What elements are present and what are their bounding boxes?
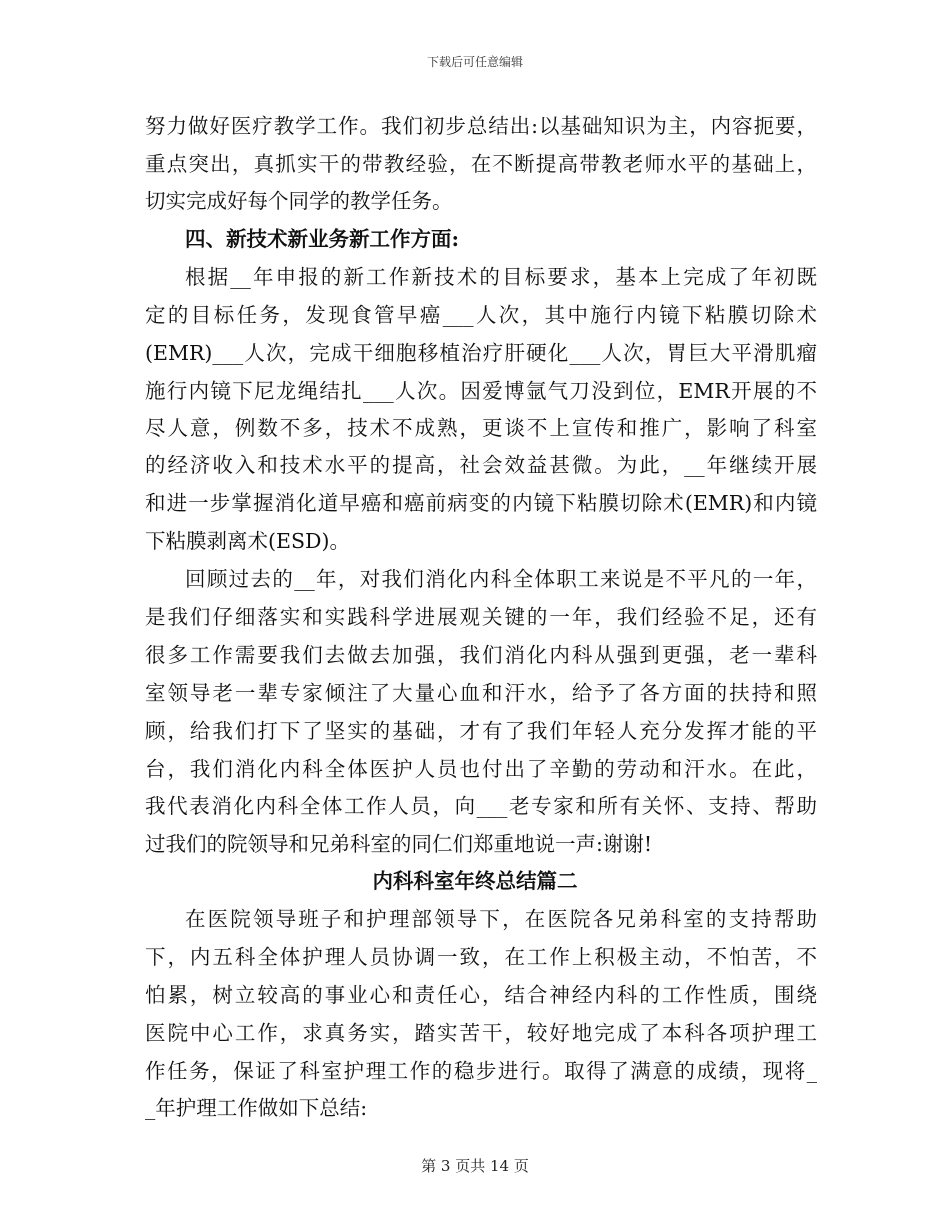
paragraph-line: 很多工作需要我们去做去加强，我们消化内科从强到更强，老一辈科 (145, 643, 817, 667)
paragraph-line: 顾，给我们打下了坚实的基础，才有了我们年轻人充分发挥才能的平 (145, 719, 817, 743)
page-header: 下载后可任意编辑 (426, 55, 523, 69)
paragraph-line: 作任务，保证了科室护理工作的稳步进行。取得了满意的成绩，现将_ (145, 1059, 817, 1083)
paragraph-line: 施行内镜下尼龙绳结扎___人次。因爱博氩气刀没到位，EMR开展的不 (145, 379, 817, 403)
paragraph-line: 下粘膜剥离术(ESD)。 (145, 529, 350, 553)
paragraph-line: 在医院领导班子和护理部领导下，在医院各兄弟科室的支持帮助 (185, 907, 817, 931)
paragraph-line: 室领导老一辈专家倾注了大量心血和汗水，给予了各方面的扶持和照 (145, 681, 817, 705)
paragraph-line: 努力做好医疗教学工作。我们初步总结出:以基础知识为主，内容扼要， (145, 114, 817, 138)
paragraph-line: 回顾过去的__年，对我们消化内科全体职工来说是不平凡的一年， (185, 567, 817, 591)
article-title: 内科科室年终总结篇二 (372, 869, 578, 893)
paragraph-line: 医院中心工作，求真务实，踏实苦干，较好地完成了本科各项护理工 (145, 1021, 817, 1045)
paragraph-line: 的经济收入和技术水平的提高，社会效益甚微。为此，__年继续开展 (145, 453, 817, 477)
paragraph-line: 尽人意，例数不多，技术不成熟，更谈不上宣传和推广，影响了科室 (145, 416, 817, 440)
paragraph-line: 过我们的院领导和兄弟科室的同仁们郑重地说一声:谢谢! (145, 832, 653, 856)
paragraph-line: 台，我们消化内科全体医护人员也付出了辛勤的劳动和汗水。在此， (145, 757, 817, 781)
paragraph-line: 定的目标任务，发现食管早癌___人次，其中施行内镜下粘膜切除术 (145, 303, 817, 327)
paragraph-line: 是我们仔细落实和实践科学进展观关键的一年，我们经验不足，还有 (145, 605, 817, 629)
paragraph-line: 重点突出，真抓实干的带教经验，在不断提高带教老师水平的基础上， (145, 152, 817, 176)
paragraph-line: 和进一步掌握消化道早癌和癌前病变的内镜下粘膜切除术(EMR)和内镜 (145, 491, 817, 515)
paragraph-line: 我代表消化内科全体工作人员，向___老专家和所有关怀、支持、帮助 (145, 794, 817, 818)
section-heading: 四、新技术新业务新工作方面: (185, 227, 460, 251)
paragraph-line: 下，内五科全体护理人员协调一致，在工作上积极主动，不怕苦，不 (145, 945, 817, 969)
paragraph-line: 切实完成好每个同学的教学任务。 (145, 189, 453, 213)
paragraph-line: 怕累，树立较高的事业心和责任心，结合神经内科的工作性质，围绕 (145, 983, 817, 1007)
paragraph-line: _年护理工作做如下总结: (145, 1096, 368, 1120)
page-number: 第 3 页共 14 页 (421, 1157, 529, 1175)
paragraph-line: (EMR)___人次，完成干细胞移植治疗肝硬化___人次，胃巨大平滑肌瘤 (145, 341, 817, 365)
paragraph-line: 根据__年申报的新工作新技术的目标要求，基本上完成了年初既 (185, 265, 817, 289)
